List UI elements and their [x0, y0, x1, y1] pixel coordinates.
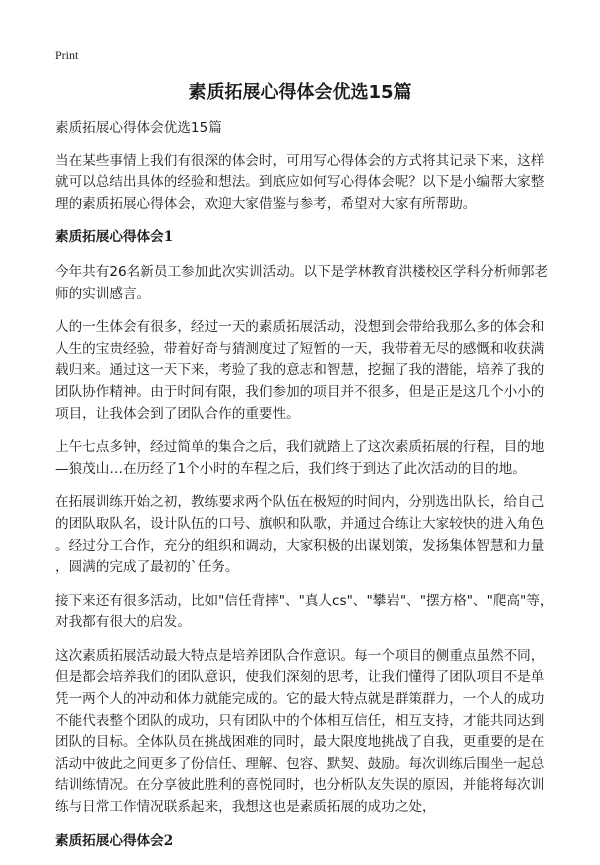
- text-line: ，圆满的完成了最初的`任务。: [55, 559, 239, 576]
- paragraph: [55, 262, 555, 305]
- text-line: 不能代表整个团队的成功，只有团队中的个体相互信任，相互支持，才能共同达到: [55, 712, 545, 729]
- text-line: 的团队取队名，设计队伍的口号、旗帜和队歌，并通过合练让大家较快的进入角色: [55, 515, 545, 532]
- page-title: 素质拓展心得体会优选15篇: [188, 82, 412, 103]
- paragraph: [55, 646, 555, 819]
- print-link[interactable]: Print: [55, 48, 79, 62]
- paragraph: [55, 437, 555, 480]
- text-line: 人生的宝贵经验，带着好奇与猜测度过了短暂的一天，我带着无尽的感慨和收获满: [55, 340, 545, 357]
- text-line: 师的实训感言。: [55, 285, 151, 302]
- section-heading-2: 素质拓展心得体会2: [55, 832, 174, 849]
- text-line: 就可以总结出具体的经验和想法。到底应如何写心得体会呢？以下是小编帮大家整: [55, 174, 545, 191]
- text-line: 团队协作精神。由于时间有限，我们参加的项目并不很多，但是正是这几个小小的: [55, 383, 545, 400]
- text-line: 但是都会培养我们的团队意识，使我们深刻的思考，让我们懂得了团队项目不是单: [55, 669, 545, 686]
- intro-paragraph: [55, 151, 555, 216]
- text-line: 当在某些事情上我们有很深的体会时，可用写心得体会的方式将其记录下来，这样: [55, 152, 545, 169]
- paragraph: [55, 317, 555, 425]
- paragraph: [55, 591, 555, 634]
- text-line: 项目，让我体会到了团队合作的重要性。: [55, 405, 300, 422]
- section-heading-1: 素质拓展心得体会1: [55, 229, 174, 246]
- section-1-paragraphs: [55, 262, 555, 819]
- text-line: 对我都有很大的启发。: [55, 614, 191, 631]
- paragraph: [55, 492, 555, 578]
- text-line: 人的一生体会有很多，经过一天的素质拓展活动，没想到会带给我那么多的体会和: [55, 319, 545, 336]
- text-line: 练与日常工作情况联系起来，我想这也是素质拓展的成功之处，: [55, 799, 436, 816]
- text-line: 这次素质拓展活动最大特点是培养团队合作意识。每一个项目的侧重点虽然不同，: [55, 647, 545, 664]
- text-line: 今年共有26名新员工参加此次实训活动。以下是学林教育洪楼校区学科分析师郭老: [55, 263, 549, 280]
- text-line: 凭一两个人的冲动和体力就能完成的。它的最大特点就是群策群力，一个人的成功: [55, 691, 545, 708]
- article-subtitle: 素质拓展心得体会优选15篇: [55, 120, 222, 136]
- text-line: 活动中彼此之间更多了份信任、理解、包容、默契、鼓励。每次训练后围坐一起总: [55, 755, 545, 772]
- text-line: 。经过分工合作，充分的组织和调动，大家积极的出谋划策，发扬集体智慧和力量: [55, 537, 545, 554]
- text-line: 团队的目标。全体队员在挑战困难的同时，最大限度地挑战了自我，更重要的是在: [55, 734, 545, 751]
- text-line: 载归来。通过这一天下来，考验了我的意志和智慧，挖掘了我的潜能，培养了我的: [55, 362, 545, 379]
- text-line: —狼茂山…在历经了1个小时的车程之后，我们终于到达了此次活动的目的地。: [55, 460, 526, 477]
- text-line: 在拓展训练开始之初，教练要求两个队伍在极短的时间内，分别选出队长，给自己: [55, 494, 545, 511]
- article-body: [55, 118, 555, 865]
- text-line: 接下来还有很多活动，比如"信任背摔"、"真人cs"、"攀岩"、"摆方格"、"爬高"等，: [55, 592, 554, 609]
- text-line: 上午七点多钟，经过简单的集合之后，我们就踏上了这次素质拓展的行程，目的地: [55, 439, 545, 456]
- text-line: 结训练情况。在分享彼此胜利的喜悦同时，也分析队友失误的原因，并能将每次训: [55, 777, 545, 794]
- text-line: 理的素质拓展心得体会，欢迎大家借鉴与参考，希望对大家有所帮助。: [55, 195, 477, 212]
